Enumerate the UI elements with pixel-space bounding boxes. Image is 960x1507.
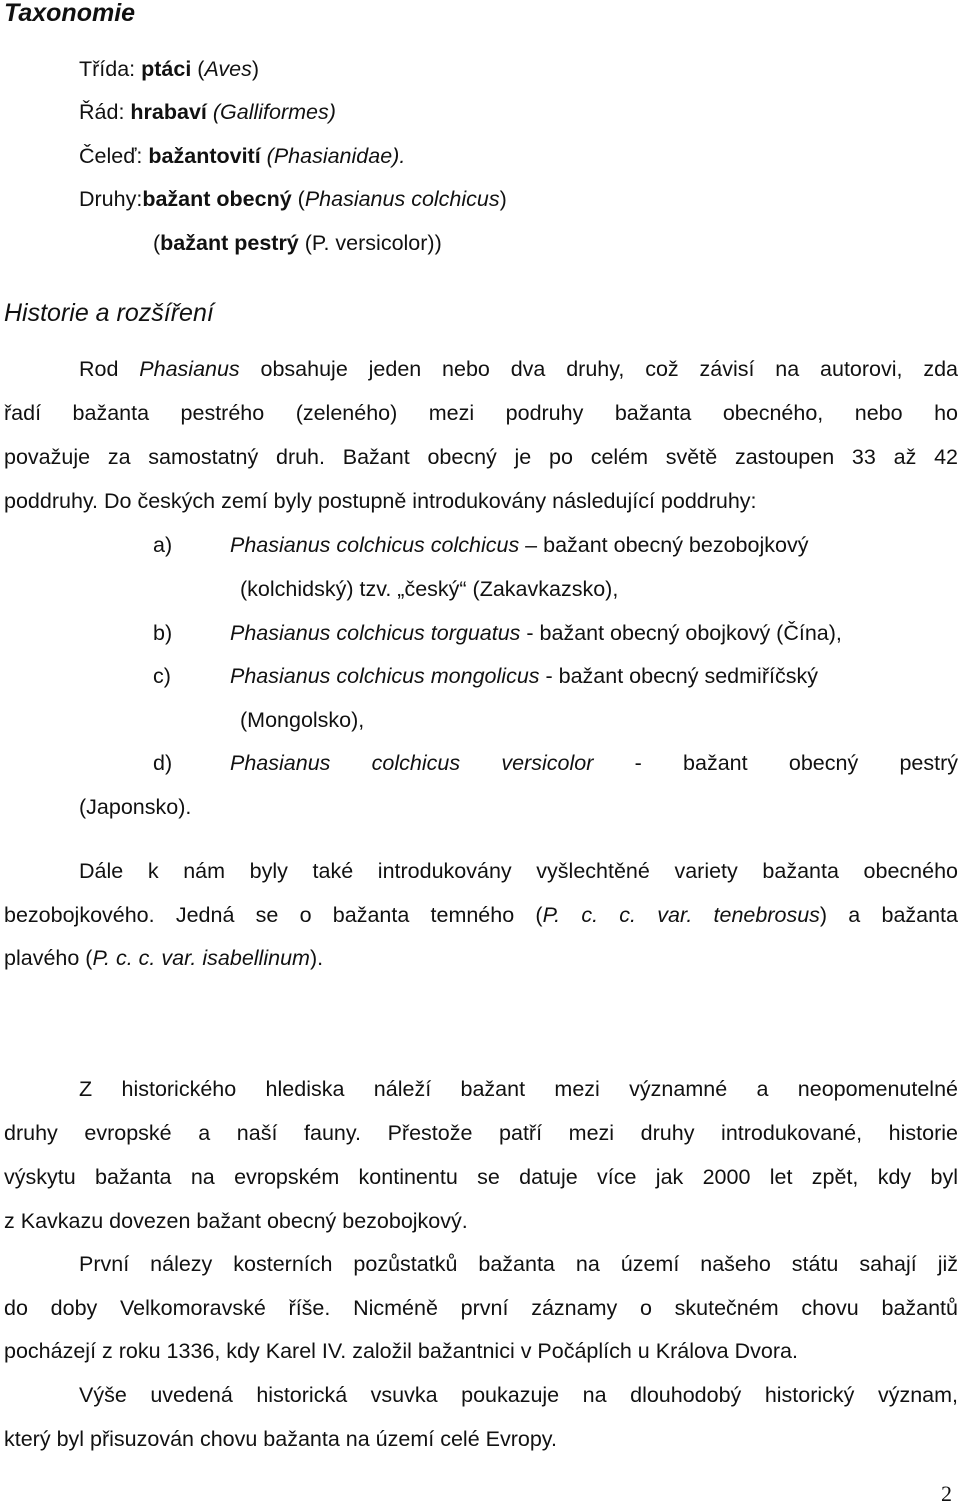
paragraph-1-line-3: považuje za samostatný druh. Bažant obecný je po celém světě zastoupen 33 až 42 [4, 445, 958, 469]
taxonomy-order: Řád: hrabaví (Galliformes) [79, 100, 336, 124]
list-letter-d: d) [153, 751, 173, 775]
paragraph-3-line-2: druhy evropské a naší fauny. Přestože patří mezi druhy introdukované, historie [4, 1121, 958, 1145]
list-item-a-continuation: (kolchidský) tzv. „český“ (Zakavkazsko), [240, 577, 619, 601]
heading-historie: Historie a rozšíření [4, 299, 214, 327]
paragraph-5-line-1: Výše uvedená historická vsuvka poukazuje na dlouhodobý historický význam, [79, 1383, 958, 1407]
paragraph-4-line-2: do doby Velkomoravské říše. Nicméně první záznamy o skutečném chovu bažantů [4, 1296, 958, 1320]
paragraph-4-line-1: První nálezy kosterních pozůstatků bažanta na území našeho státu sahají již [79, 1252, 958, 1276]
list-item-c-continuation: (Mongolsko), [240, 708, 365, 732]
list-letter-a: a) [153, 533, 173, 557]
paragraph-4-line-3: pocházejí z roku 1336, kdy Karel IV. založil bažantnici v Počáplích u Králova Dvora. [4, 1339, 798, 1363]
paragraph-2-line-3: plavého (P. c. c. var. isabellinum). [4, 946, 324, 970]
paragraph-1-line-2: řadí bažanta pestrého (zeleného) mezi podruhy bažanta obecného, nebo ho [4, 401, 958, 425]
taxonomy-species-1: Druhy:bažant obecný (Phasianus colchicus) [79, 187, 507, 211]
page-number: 2 [941, 1481, 952, 1506]
paragraph-3-line-1: Z historického hlediska náleží bažant mezi významné a neopomenutelné [79, 1077, 958, 1101]
paragraph-1-line-1: Rod Phasianus obsahuje jeden nebo dva druhy, což závisí na autorovi, zda [79, 357, 958, 381]
list-letter-b: b) [153, 621, 173, 645]
list-item-b: Phasianus colchicus torguatus - bažant obecný obojkový (Čína), [230, 621, 842, 645]
list-item-a: Phasianus colchicus colchicus – bažant obecný bezobojkový [230, 533, 809, 557]
taxonomy-species-2: (bažant pestrý (P. versicolor)) [153, 231, 442, 255]
paragraph-1-line-4: poddruhy. Do českých zemí byly postupně introdukovány následující poddruhy: [4, 489, 757, 513]
paragraph-5-line-2: který byl přisuzován chovu bažanta na území celé Evropy. [4, 1427, 557, 1451]
paragraph-2-line-1: Dále k nám byly také introdukovány vyšlechtěné variety bažanta obecného [79, 859, 958, 883]
paragraph-3-line-4: z Kavkazu dovezen bažant obecný bezobojkový. [4, 1209, 468, 1233]
paragraph-2-line-2: bezobojkového. Jedná se o bažanta temného (P. c. c. var. tenebrosus) a bažanta [4, 903, 958, 927]
paragraph-3-line-3: výskytu bažanta na evropském kontinentu se datuje více jak 2000 let zpět, kdy byl [4, 1165, 958, 1189]
list-item-d: Phasianus colchicus versicolor - bažant obecný pestrý [230, 751, 958, 775]
taxonomy-class: Třída: ptáci (Aves) [79, 57, 260, 81]
list-item-d-continuation: (Japonsko). [79, 795, 192, 819]
heading-taxonomie: Taxonomie [4, 0, 136, 27]
list-letter-c: c) [153, 664, 171, 688]
list-item-c: Phasianus colchicus mongolicus - bažant obecný sedmiříčský [230, 664, 818, 688]
taxonomy-family: Čeleď: bažantovití (Phasianidae). [79, 144, 406, 168]
